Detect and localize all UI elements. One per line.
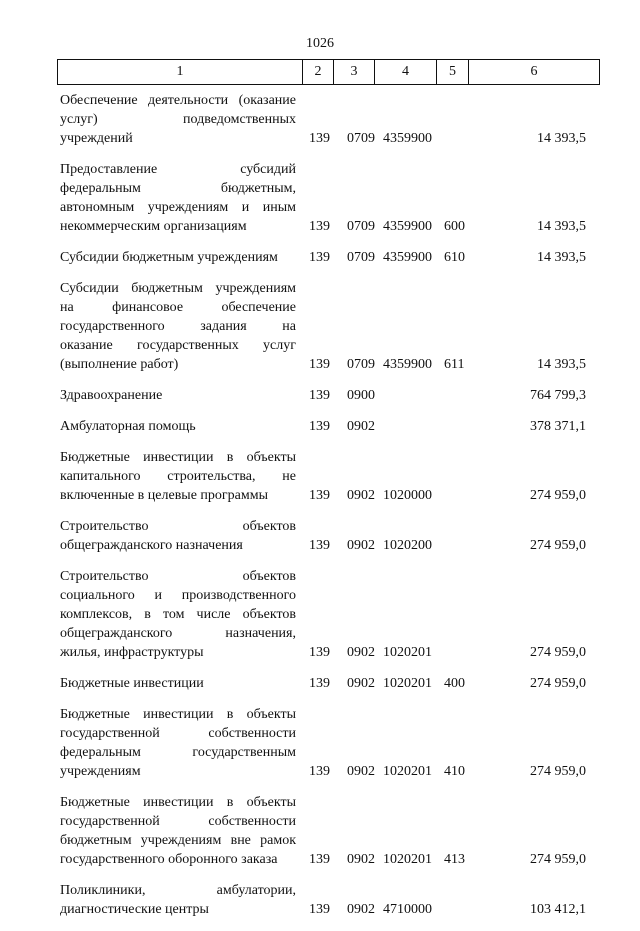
amount: 274 959,0 bbox=[530, 538, 586, 553]
gr-code: 139 bbox=[309, 250, 330, 265]
target-code: 1020201 bbox=[383, 852, 432, 867]
row-name-line: капитального строительства, не bbox=[60, 469, 296, 484]
table-row bbox=[60, 91, 586, 148]
row-codes bbox=[60, 762, 586, 781]
amount: 103 412,1 bbox=[530, 902, 586, 917]
amount: 764 799,3 bbox=[530, 388, 586, 403]
section-code: 0902 bbox=[347, 902, 375, 917]
expense-type-code: 610 bbox=[444, 250, 465, 265]
row-name-line: Бюджетные инвестиции в объекты bbox=[60, 450, 296, 465]
row-name-line: общегражданского назначения bbox=[60, 538, 243, 553]
row-codes bbox=[60, 536, 586, 555]
row-name-line: услуг) подведомственных bbox=[60, 112, 296, 127]
expense-type-code: 600 bbox=[444, 219, 465, 234]
row-codes bbox=[60, 900, 586, 919]
gr-code: 139 bbox=[309, 645, 330, 660]
row-codes bbox=[60, 129, 586, 148]
table-row bbox=[60, 160, 586, 236]
row-name-line: автономным учреждениям и иным bbox=[60, 200, 296, 215]
row-codes bbox=[60, 417, 586, 436]
row-codes bbox=[60, 386, 586, 405]
table-row bbox=[60, 448, 586, 505]
section-code: 0902 bbox=[347, 488, 375, 503]
table-row bbox=[60, 279, 586, 374]
table-row bbox=[60, 793, 586, 869]
expense-type-code: 611 bbox=[444, 357, 465, 372]
gr-code: 139 bbox=[309, 131, 330, 146]
row-codes bbox=[60, 248, 586, 267]
page-number: 1026 bbox=[306, 36, 334, 51]
row-name-line: Поликлиники, амбулатории, bbox=[60, 883, 296, 898]
row-name-line: некоммерческим организациям bbox=[60, 219, 247, 234]
row-name-line: Предоставление субсидий bbox=[60, 162, 296, 177]
column-header-6: 6 bbox=[530, 64, 538, 79]
row-name-line: Субсидии бюджетным учреждениям bbox=[60, 250, 278, 265]
row-codes bbox=[60, 850, 586, 869]
row-name-line: Обеспечение деятельности (оказание bbox=[60, 93, 296, 108]
gr-code: 139 bbox=[309, 388, 330, 403]
row-codes bbox=[60, 355, 586, 374]
section-code: 0709 bbox=[347, 131, 375, 146]
amount: 14 393,5 bbox=[537, 131, 586, 146]
row-name-line: бюджетным учреждениям вне рамок bbox=[60, 833, 296, 848]
row-codes bbox=[60, 643, 586, 662]
section-code: 0900 bbox=[347, 388, 375, 403]
row-name-line: Амбулаторная помощь bbox=[60, 419, 196, 434]
amount: 274 959,0 bbox=[530, 676, 586, 691]
gr-code: 139 bbox=[309, 538, 330, 553]
row-name-line: Бюджетные инвестиции в объекты bbox=[60, 795, 296, 810]
gr-code: 139 bbox=[309, 419, 330, 434]
table-row bbox=[60, 674, 586, 693]
section-code: 0902 bbox=[347, 419, 375, 434]
target-code: 1020201 bbox=[383, 645, 432, 660]
table-row bbox=[60, 517, 586, 555]
column-header-2: 2 bbox=[303, 60, 334, 84]
table-row bbox=[60, 417, 586, 436]
target-code: 4359900 bbox=[383, 357, 432, 372]
amount: 14 393,5 bbox=[537, 357, 586, 372]
target-code: 1020000 bbox=[383, 488, 432, 503]
row-name-line: на финансовое обеспечение bbox=[60, 300, 296, 315]
amount: 14 393,5 bbox=[537, 219, 586, 234]
section-code: 0709 bbox=[347, 219, 375, 234]
gr-code: 139 bbox=[309, 902, 330, 917]
target-code: 1020200 bbox=[383, 538, 432, 553]
row-name-line: (выполнение работ) bbox=[60, 357, 179, 372]
row-name-line: Строительство объектов bbox=[60, 569, 296, 584]
target-code: 4359900 bbox=[383, 219, 432, 234]
section-code: 0902 bbox=[347, 852, 375, 867]
amount: 274 959,0 bbox=[530, 852, 586, 867]
row-name-line: общегражданского назначения, bbox=[60, 626, 296, 641]
amount: 378 371,1 bbox=[530, 419, 586, 434]
section-code: 0709 bbox=[347, 250, 375, 265]
table-row bbox=[60, 567, 586, 662]
row-name-line: учреждениям bbox=[60, 764, 141, 779]
section-code: 0902 bbox=[347, 676, 375, 691]
row-name-line: государственного задания на bbox=[60, 319, 296, 334]
gr-code: 139 bbox=[309, 764, 330, 779]
column-header-5: 5 bbox=[437, 60, 469, 84]
gr-code: 139 bbox=[309, 488, 330, 503]
amount: 14 393,5 bbox=[537, 250, 586, 265]
gr-code: 139 bbox=[309, 219, 330, 234]
row-name-line: Субсидии бюджетным учреждениям bbox=[60, 281, 296, 296]
row-name-line: социального и производственного bbox=[60, 588, 296, 603]
amount: 274 959,0 bbox=[530, 645, 586, 660]
amount: 274 959,0 bbox=[530, 488, 586, 503]
row-name-line: жилья, инфраструктуры bbox=[60, 645, 204, 660]
target-code: 4359900 bbox=[383, 131, 432, 146]
section-code: 0709 bbox=[347, 357, 375, 372]
table-row bbox=[60, 705, 586, 781]
budget-table-body bbox=[60, 91, 586, 931]
table-row bbox=[60, 386, 586, 405]
row-name-line: включенные в целевые программы bbox=[60, 488, 269, 503]
target-code: 4710000 bbox=[383, 902, 432, 917]
section-code: 0902 bbox=[347, 645, 375, 660]
expense-type-code: 413 bbox=[444, 852, 465, 867]
row-codes bbox=[60, 217, 586, 236]
row-name-line: оказание государственных услуг bbox=[60, 338, 296, 353]
row-name-line: государственной собственности bbox=[60, 726, 296, 741]
expense-type-code: 410 bbox=[444, 764, 465, 779]
row-name-line: федеральным бюджетным, bbox=[60, 181, 296, 196]
row-name-line: Бюджетные инвестиции bbox=[60, 676, 204, 691]
column-header-table bbox=[57, 59, 600, 85]
row-name-line: Строительство объектов bbox=[60, 519, 296, 534]
amount: 274 959,0 bbox=[530, 764, 586, 779]
gr-code: 139 bbox=[309, 357, 330, 372]
column-header-3: 3 bbox=[334, 60, 375, 84]
row-name-line: государственного оборонного заказа bbox=[60, 852, 278, 867]
table-row bbox=[60, 248, 586, 267]
row-codes bbox=[60, 486, 586, 505]
row-name-line: Бюджетные инвестиции в объекты bbox=[60, 707, 296, 722]
row-name-line: комплексов, в том числе объектов bbox=[60, 607, 296, 622]
column-header-1: 1 bbox=[58, 60, 303, 84]
row-name-line: Здравоохранение bbox=[60, 388, 163, 403]
target-code: 1020201 bbox=[383, 676, 432, 691]
column-header-4: 4 bbox=[375, 60, 437, 84]
expense-type-code: 400 bbox=[444, 676, 465, 691]
target-code: 4359900 bbox=[383, 250, 432, 265]
gr-code: 139 bbox=[309, 852, 330, 867]
section-code: 0902 bbox=[347, 764, 375, 779]
section-code: 0902 bbox=[347, 538, 375, 553]
row-name-line: учреждений bbox=[60, 131, 133, 146]
row-name-line: государственной собственности bbox=[60, 814, 296, 829]
row-codes bbox=[60, 674, 586, 693]
row-name-line: диагностические центры bbox=[60, 902, 209, 917]
gr-code: 139 bbox=[309, 676, 330, 691]
table-row bbox=[60, 881, 586, 919]
row-name-line: федеральным государственным bbox=[60, 745, 296, 760]
target-code: 1020201 bbox=[383, 764, 432, 779]
